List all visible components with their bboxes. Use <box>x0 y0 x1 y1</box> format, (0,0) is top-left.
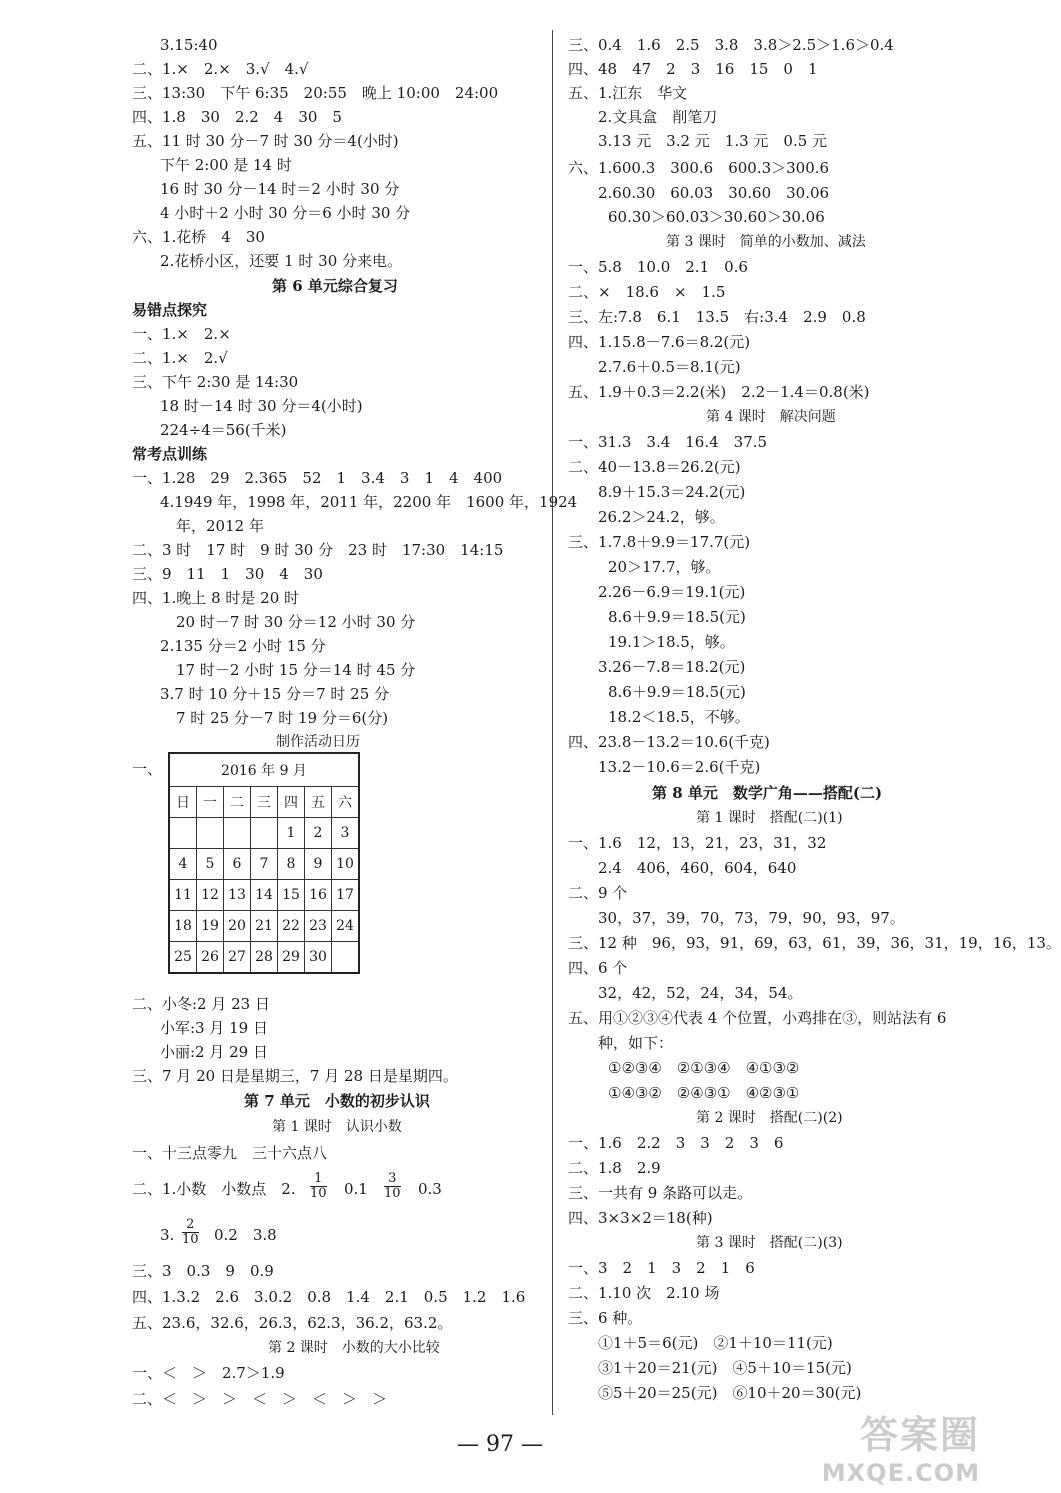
answer-line: ⑤5＋20＝25(元) ⑥10＋20＝30(元) <box>598 1384 862 1402</box>
answer-line: 六、1.花桥 4 30 <box>132 228 265 246</box>
answer-line: 一、1.28 29 2.365 52 1 3.4 3 1 4 400 <box>132 469 503 487</box>
subsection-heading: 第 3 课时 搭配(二)(3) <box>696 1235 843 1251</box>
watermark-url: MXQE.COM <box>821 1459 980 1487</box>
answer-line: 3.7 时 10 分＋15 分＝7 时 25 分 <box>160 685 390 703</box>
answer-line: 13.2－10.6＝2.6(千克) <box>598 758 761 776</box>
calendar-week <box>169 942 359 974</box>
answer-line: 二、1.小数 小数点 2. <box>132 1180 296 1198</box>
page-number: — 97 — <box>457 1432 543 1457</box>
answer-line: 小丽:2 月 29 日 <box>160 1043 268 1061</box>
answer-line: 0.2 3.8 <box>214 1226 277 1244</box>
answer-line: 二、1.× 2.√ <box>132 349 228 367</box>
answer-line: 3.15:40 <box>160 36 218 54</box>
day-cell: 4 <box>169 849 197 880</box>
weekday-cell: 六 <box>332 787 360 818</box>
answer-line: ①1＋5＝6(元) ②1＋10＝11(元) <box>598 1334 833 1352</box>
weekday-cell: 二 <box>224 787 251 818</box>
answer-line: 二、9 个 <box>568 884 628 902</box>
calendar-week <box>169 818 359 849</box>
day-cell: 6 <box>224 849 251 880</box>
answer-line: 三、7 月 20 日是星期三，7 月 28 日是星期四。 <box>132 1067 458 1085</box>
weekday-cell: 日 <box>169 787 197 818</box>
answer-line: 四、1.15.8－7.6＝8.2(元) <box>568 333 751 351</box>
calendar-week <box>169 880 359 911</box>
section-heading: 第 7 单元 小数的初步认识 <box>244 1092 430 1110</box>
fraction-numerator: 3 <box>384 1172 401 1187</box>
answer-line: ①②③④ ②①③④ ④①③② <box>608 1059 800 1077</box>
answer-line: 四、1.8 30 2.2 4 30 5 <box>132 108 342 126</box>
fraction <box>310 1172 327 1201</box>
answer-line: 三、3 0.3 9 0.9 <box>132 1262 274 1280</box>
day-cell: 24 <box>332 911 360 942</box>
day-cell: 10 <box>332 849 360 880</box>
day-cell: 8 <box>278 849 305 880</box>
subsection-heading: 常考点训练 <box>132 445 208 463</box>
day-cell: 1 <box>278 818 305 849</box>
weekday-cell: 一 <box>197 787 224 818</box>
answer-line: 四、3×3×2＝18(种) <box>568 1209 713 1227</box>
answer-line: 二、1.8 2.9 <box>568 1159 661 1177</box>
answer-line: 二、小冬:2 月 23 日 <box>132 995 270 1013</box>
answer-line: 二、× 18.6 × 1.5 <box>568 283 726 301</box>
answer-line: 小军:3 月 19 日 <box>160 1019 268 1037</box>
answer-line: 2.26－6.9＝19.1(元) <box>598 583 746 601</box>
answer-line: 二、3 时 17 时 9 时 30 分 23 时 17:30 14:15 <box>132 541 504 559</box>
answer-line: 8.6＋9.9＝18.5(元) <box>608 683 746 701</box>
day-cell: 7 <box>251 849 278 880</box>
day-cell: 20 <box>224 911 251 942</box>
day-cell: 3 <box>332 818 360 849</box>
answer-line: 五、11 时 30 分－7 时 30 分＝4(小时) <box>132 132 399 150</box>
answer-line: 2.135 分＝2 小时 15 分 <box>160 637 326 655</box>
weekday-cell: 五 <box>305 787 332 818</box>
section-heading: 第 8 单元 数学广角——搭配(二) <box>652 784 883 802</box>
answer-line: 0.1 <box>344 1180 368 1198</box>
calendar-week <box>169 849 359 880</box>
answer-line: 五、23.6，32.6，26.3，62.3，36.2，63.2。 <box>132 1314 453 1332</box>
answer-line: 五、用①②③④代表 4 个位置，小鸡排在③，则站法有 6 <box>568 1009 947 1027</box>
answer-line: 一、 <box>132 760 163 778</box>
weekday-cell: 四 <box>278 787 305 818</box>
day-cell <box>197 818 224 849</box>
answer-line: 32，42，52，24，34，54。 <box>598 984 803 1002</box>
answer-line: 2.文具盒 削笔刀 <box>598 108 718 126</box>
subsection-heading: 易错点探究 <box>132 301 208 319</box>
answer-line: 三、9 11 1 30 4 30 <box>132 565 323 583</box>
answer-line: 18.2＜18.5，不够。 <box>608 708 750 726</box>
answer-line: 26.2＞24.2，够。 <box>598 508 725 526</box>
answer-line: 224÷4＝56(千米) <box>160 421 287 439</box>
fraction-denominator: 10 <box>384 1186 401 1201</box>
day-cell: 11 <box>169 880 197 911</box>
answer-line: 60.30＞60.03＞30.60＞30.06 <box>608 208 825 226</box>
answer-line: 3.26－7.8＝18.2(元) <box>598 658 746 676</box>
subsection-heading: 第 2 课时 小数的大小比较 <box>268 1340 440 1356</box>
answer-line: 30，37，39，70，73，79，90，93，97。 <box>598 909 905 927</box>
day-cell: 28 <box>251 942 278 974</box>
day-cell: 13 <box>224 880 251 911</box>
day-cell: 22 <box>278 911 305 942</box>
day-cell: 15 <box>278 880 305 911</box>
day-cell: 14 <box>251 880 278 911</box>
fraction-numerator: 1 <box>310 1172 327 1187</box>
answer-line: 一、3 2 1 3 2 1 6 <box>568 1259 755 1277</box>
subsection-heading: 第 3 课时 简单的小数加、减法 <box>666 234 866 250</box>
day-cell: 12 <box>197 880 224 911</box>
day-cell: 21 <box>251 911 278 942</box>
answer-line: 一、1.6 2.2 3 3 2 3 6 <box>568 1134 784 1152</box>
answer-line: 3. <box>160 1226 175 1244</box>
watermark-logo-text: 答案圈 <box>859 1413 980 1457</box>
calendar-title: 2016 年 9 月 <box>169 753 359 787</box>
answer-line: 一、31.3 3.4 16.4 37.5 <box>568 433 768 451</box>
answer-line: 六、1.600.3 300.6 600.3＞300.6 <box>568 159 830 177</box>
day-cell: 5 <box>197 849 224 880</box>
answer-line: 五、1.9＋0.3＝2.2(米) 2.2－1.4＝0.8(米) <box>568 383 870 401</box>
day-cell <box>332 942 360 974</box>
answer-line: 四、23.8－13.2＝10.6(千克) <box>568 733 770 751</box>
section-heading: 第 6 单元综合复习 <box>272 277 398 295</box>
day-cell: 23 <box>305 911 332 942</box>
answer-line: 4.1949 年，1998 年，2011 年，2200 年 1600 年，1924 <box>160 493 578 511</box>
answer-line: 16 时 30 分－14 时＝2 小时 30 分 <box>160 180 400 198</box>
day-cell <box>251 818 278 849</box>
answer-line: 一、5.8 10.0 2.1 0.6 <box>568 258 748 276</box>
answer-line: 二、1.10 次 2.10 场 <box>568 1284 720 1302</box>
answer-line: 二、1.× 2.× 3.√ 4.√ <box>132 60 309 78</box>
subsection-heading: 第 1 课时 搭配(二)(1) <box>696 810 843 826</box>
answer-line: 三、6 种。 <box>568 1309 643 1327</box>
watermark <box>822 1404 980 1487</box>
answer-line: 2.60.30 60.03 30.60 30.06 <box>598 184 830 202</box>
answer-line: 2.花桥小区，还要 1 时 30 分来电。 <box>160 252 403 270</box>
fraction <box>384 1172 401 1201</box>
day-cell: 29 <box>278 942 305 974</box>
answer-line: 三、0.4 1.6 2.5 3.8 3.8＞2.5＞1.6＞0.4 <box>568 36 894 54</box>
answer-line: 三、一共有 9 条路可以走。 <box>568 1184 753 1202</box>
answer-line: 一、1.× 2.× <box>132 325 231 343</box>
day-cell <box>224 818 251 849</box>
answer-line: 二、＜ ＞ ＞ ＜ ＞ ＜ ＞ ＞ <box>132 1390 388 1408</box>
answer-line: 四、48 47 2 3 16 15 0 1 <box>568 60 818 78</box>
day-cell: 16 <box>305 880 332 911</box>
day-cell: 17 <box>332 880 360 911</box>
answer-line: 三、1.7.8＋9.9＝17.7(元) <box>568 533 751 551</box>
fraction <box>182 1218 199 1247</box>
day-cell: 9 <box>305 849 332 880</box>
answer-line: 0.3 <box>418 1180 442 1198</box>
day-cell: 18 <box>169 911 197 942</box>
day-cell: 19 <box>197 911 224 942</box>
answer-line: 20＞17.7，够。 <box>608 558 721 576</box>
answer-line: ③1＋20＝21(元) ④5＋10＝15(元) <box>598 1359 852 1377</box>
day-cell <box>169 818 197 849</box>
answer-line: 20 时－7 时 30 分＝12 小时 30 分 <box>176 613 416 631</box>
answer-line: 17 时－2 小时 15 分＝14 时 45 分 <box>176 661 416 679</box>
day-cell: 27 <box>224 942 251 974</box>
subsection-heading: 第 1 课时 认识小数 <box>272 1119 402 1135</box>
answer-line: 一、十三点零九 三十六点八 <box>132 1144 328 1162</box>
answer-line: 三、下午 2:30 是 14:30 <box>132 373 299 391</box>
day-cell: 30 <box>305 942 332 974</box>
answer-line: 种，如下： <box>598 1034 674 1052</box>
day-cell: 25 <box>169 942 197 974</box>
answer-line: 7 时 25 分－7 时 19 分＝6(分) <box>176 709 389 727</box>
answer-line: 3.13 元 3.2 元 1.3 元 0.5 元 <box>598 132 828 150</box>
weekday-cell: 三 <box>251 787 278 818</box>
answer-line: 18 时－14 时 30 分＝4(小时) <box>160 397 363 415</box>
answer-line: 2.7.6＋0.5＝8.1(元) <box>598 358 741 376</box>
answer-line: 三、左:7.8 6.1 13.5 右:3.4 2.9 0.8 <box>568 308 866 326</box>
answer-line: 三、12 种 96，93，91，69，63，61，39，36，31，19，16，13。 <box>568 934 1061 952</box>
answer-line: 年，2012 年 <box>176 517 264 535</box>
fraction-denominator: 10 <box>182 1232 199 1247</box>
answer-line: 一、＜ ＞ 2.7＞1.9 <box>132 1364 285 1382</box>
calendar-week <box>169 911 359 942</box>
fraction-denominator: 10 <box>310 1186 327 1201</box>
answer-line: 五、1.江东 华文 <box>568 84 688 102</box>
column-divider <box>552 30 553 1415</box>
answer-line: 4 小时＋2 小时 30 分＝6 小时 30 分 <box>160 204 411 222</box>
answer-line: ①④③② ②④③① ④②③① <box>608 1084 800 1102</box>
subsection-heading: 第 2 课时 搭配(二)(2) <box>696 1110 843 1126</box>
answer-line: 19.1＞18.5，够。 <box>608 633 735 651</box>
answer-line: 8.9＋15.3＝24.2(元) <box>598 483 746 501</box>
answer-line: 2.4 406，460，604，640 <box>598 859 797 877</box>
answer-line: 三、13:30 下午 6:35 20:55 晚上 10:00 24:00 <box>132 84 499 102</box>
day-cell: 26 <box>197 942 224 974</box>
answer-line: 四、1.晚上 8 时是 20 时 <box>132 589 300 607</box>
calendar-weekdays <box>169 787 359 818</box>
answer-line: 一、1.6 12，13，21，23，31，32 <box>568 834 827 852</box>
day-cell: 2 <box>305 818 332 849</box>
activity-calendar <box>168 752 360 974</box>
answer-line: 四、1.3.2 2.6 3.0.2 0.8 1.4 2.1 0.5 1.2 1.6 <box>132 1288 526 1306</box>
subsection-heading: 第 4 课时 解决问题 <box>706 409 836 425</box>
fraction-numerator: 2 <box>182 1218 199 1233</box>
answer-line: 下午 2:00 是 14 时 <box>160 156 292 174</box>
answer-line: 8.6＋9.9＝18.5(元) <box>608 608 746 626</box>
answer-line: 二、40－13.8＝26.2(元) <box>568 458 741 476</box>
answer-line: 四、6 个 <box>568 959 628 977</box>
subsection-heading: 制作活动日历 <box>276 734 360 750</box>
